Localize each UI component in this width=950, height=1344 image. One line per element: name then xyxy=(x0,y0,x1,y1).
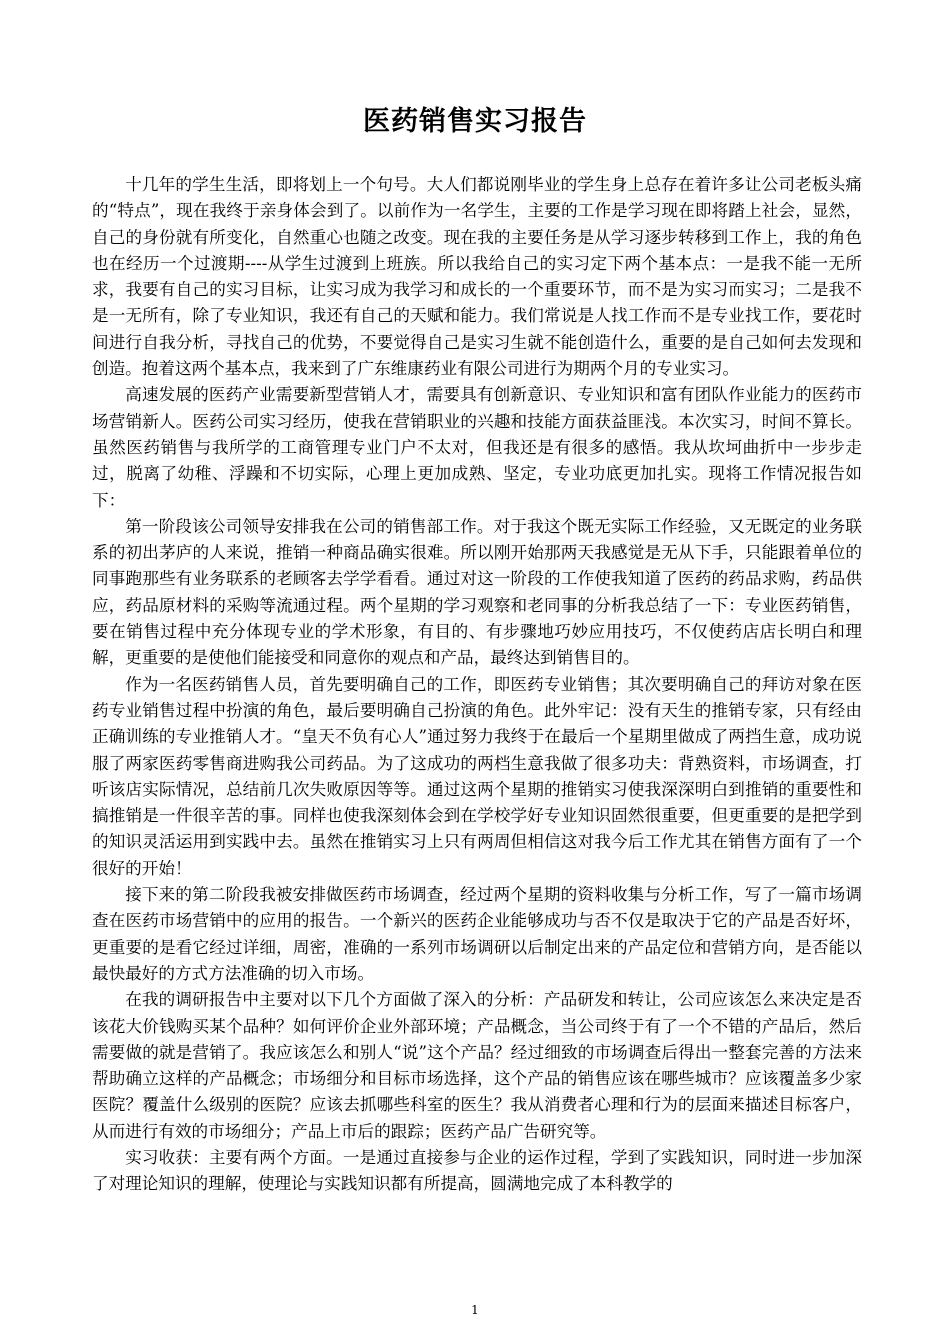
paragraph-gains: 实习收获：主要有两个方面。一是通过直接参与企业的运作过程，学到了实践知识，同时进一步加深了对理论知识的理解，使理论与实践知识都有所提高，圆满地完成了本科教学的 xyxy=(92,1147,862,1194)
paragraph-stage-one: 第一阶段该公司领导安排我在公司的销售部工作。对于我这个既无实际工作经验，又无既定的业务联系的初出茅庐的人来说，推销一种商品确实很难。所以刚开始那两天我感觉是无从下手，只能跟着单位的同事跑那些有业务联系的老顾客去学学看看。通过对这一阶段的工作使我知道了医药的药品求购，药品供应，药品原材料的采购等流通过程。两个星期的学习观察和老同事的分析我总结了一下：专业医药销售，要在销售过程中充分体现专业的学术形象，有目的、有步骤地巧妙应用技巧，不仅使药店店长明白和理解，更重要的是使他们能接受和同意你的观点和产品，最终达到销售目的。 xyxy=(92,516,862,668)
document-title: 医药销售实习报告 xyxy=(363,106,587,137)
paragraph-stage-two: 接下来的第二阶段我被安排做医药市场调查，经过两个星期的资料收集与分析工作，写了一篇市场调查在医药市场营销中的应用的报告。一个新兴的医药企业能够成功与否不仅是取决于它的产品是否好坏，更重要的是看它经过详细，周密，准确的一系列市场调研以后制定出来的产品定位和营销方向，是否能以最快最好的方式方法准确的切入市场。 xyxy=(92,885,862,983)
report-body xyxy=(92,172,862,1198)
paragraph-industry: 高速发展的医药产业需要新型营销人才，需要具有创新意识、专业知识和富有团队作业能力的医药市场营销新人。医药公司实习经历，使我在营销职业的兴趣和技能方面获益匪浅。本次实习，时间不算长。虽然医药销售与我所学的工商管理专业门户不太对，但我还是有很多的感悟。我从坎坷曲折中一步步走过，脱离了幼稚、浮躁和不切实际，心理上更加成熟、坚定，专业功底更加扎实。现将工作情况报告如下： xyxy=(92,385,862,510)
page-number: 1 xyxy=(471,1303,479,1317)
paragraph-intro: 十几年的学生生活，即将划上一个句号。大人们都说刚毕业的学生身上总存在着许多让公司老板头痛的“特点”，现在我终于亲身体会到了。以前作为一名学生，主要的工作是学习现在即将踏上社会，显然，自己的身份就有所变化，自然重心也随之改变。现在我的主要任务是从学习逐步转移到工作上，我的角色也在经历一个过渡期----从学生过渡到上班族。所以我给自己的实习定下两个基本点：一是我不能一无所求，我要有自己的实习目标，让实习成为我学习和成长的一个重要环节，而不是为实习而实习；二是我不是一无所有，除了专业知识，我还有自己的天赋和能力。我们常说是人找工作而不是专业找工作，要花时间进行自我分析，寻找自己的优势，不要觉得自己是实习生就不能创造什么，重要的是自己如何去发现和创造。抱着这两个基本点，我来到了广东维康药业有限公司进行为期两个月的专业实习。 xyxy=(92,175,862,379)
paragraph-research-report: 在我的调研报告中主要对以下几个方面做了深入的分析：产品研发和转让，公司应该怎么来决定是否该花大价钱购买某个品种？如何评价企业外部环境；产品概念，当公司终于有了一个不错的产品后，然后需要做的就是营销了。我应该怎么和别人“说”这个产品？经过细致的市场调查后得出一整套完善的方法来帮助确立这样的产品概念；市场细分和目标市场选择，这个产品的销售应该在哪些城市？应该覆盖多少家医院？覆盖什么级别的医院？应该去抓哪些科室的医生？我从消费者心理和行为的层面来描述目标客户，从而进行有效的市场细分；产品上市后的跟踪；医药产品广告研究等。 xyxy=(92,990,862,1141)
paragraph-sales-role: 作为一名医药销售人员，首先要明确自己的工作，即医药专业销售；其次要明确自己的拜访对象在医药专业销售过程中扮演的角色，最后要明确自己扮演的角色。此外牢记：没有天生的推销专家，只有经由正确训练的专业推销人才。“皇天不负有心人”通过努力我终于在最后一个星期里做成了两挡生意，成功说服了两家医药零售商进购我公司药品。为了这成功的两档生意我做了很多功夫：背熟资料，市场调查，打听该店实际情况，总结前几次失败原因等等。通过这两个星期的推销实习使我深深明白到推销的重要性和搞推销是一件很辛苦的事。同样也使我深刻体会到在学校学好专业知识固然很重要，但更重要的是把学到的知识灵活运用到实践中去。虽然在推销实习上只有两周但相信这对我今后工作尤其在销售方面有了一个很好的开始！ xyxy=(92,674,862,878)
